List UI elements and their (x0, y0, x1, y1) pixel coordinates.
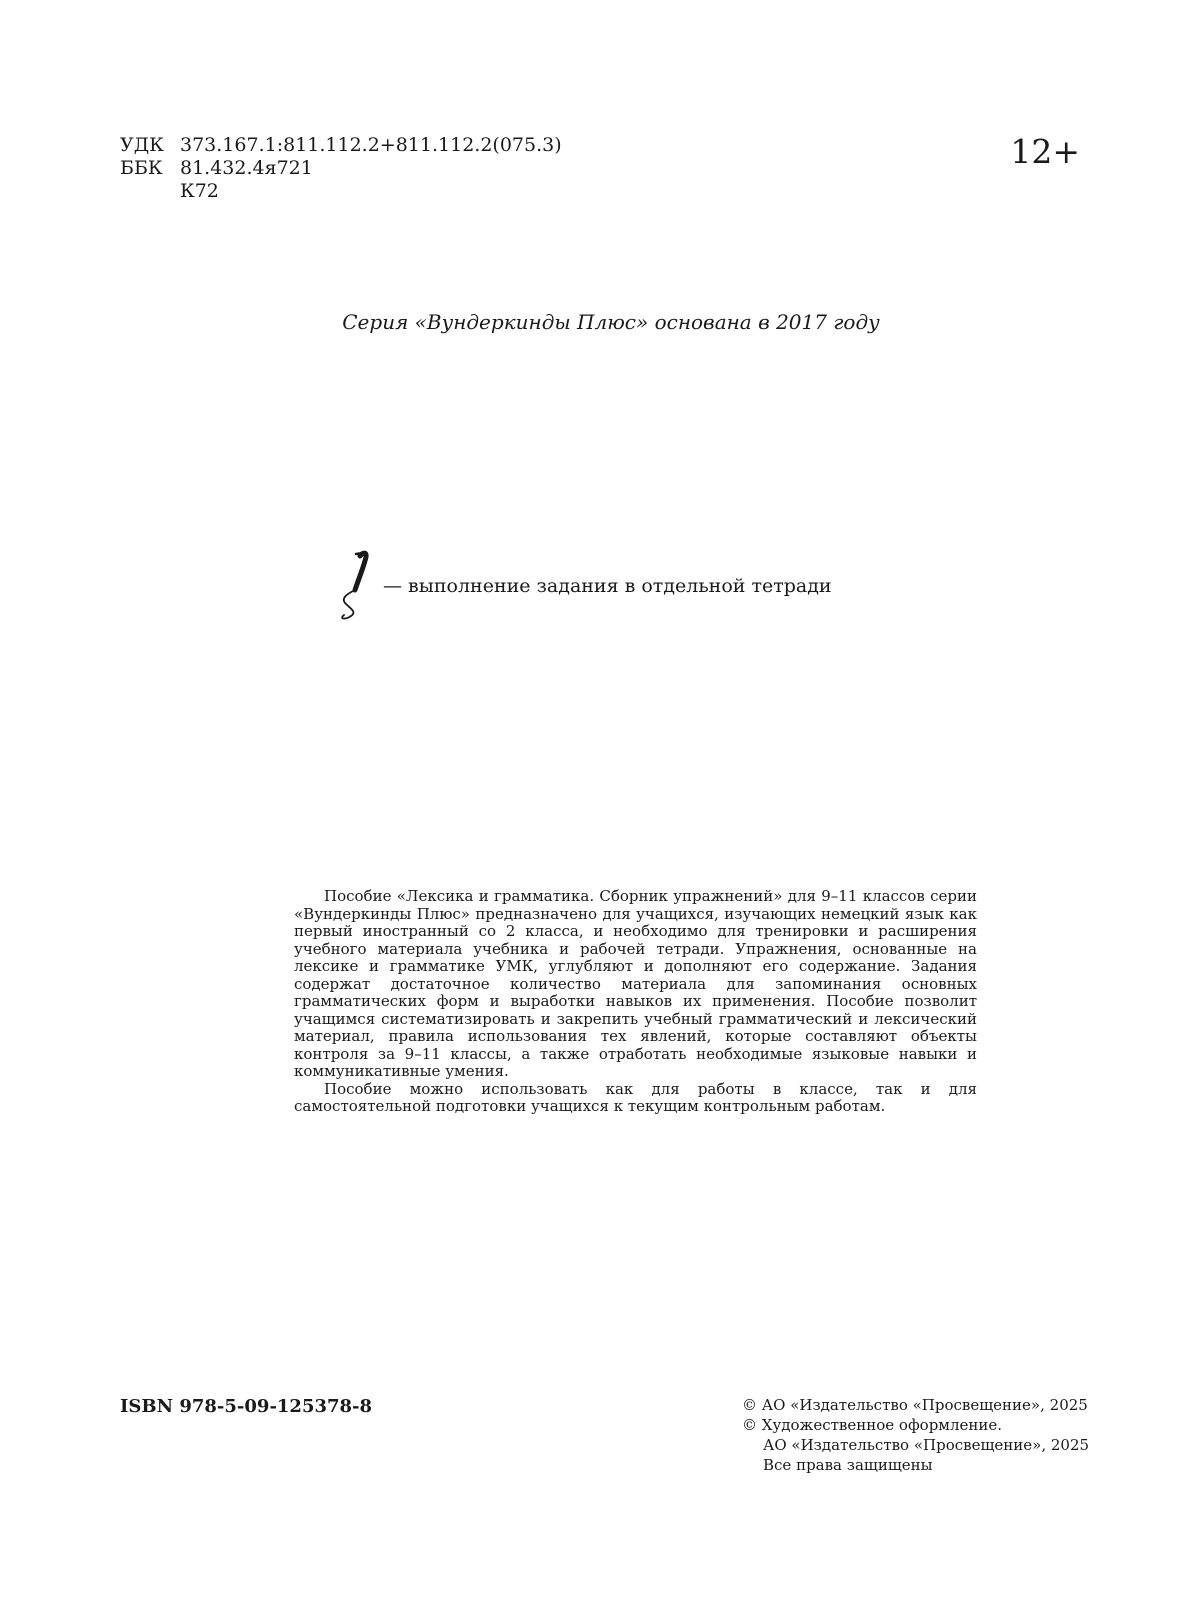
isbn: ISBN 978-5-09-125378-8 (120, 1396, 373, 1417)
udk-label: УДК (120, 134, 164, 156)
copyright-line: АО «Издательство «Просвещение», 2025 (763, 1436, 1090, 1454)
udk-value: 373.167.1:811.112.2+811.112.2(075.3) (180, 134, 562, 156)
abstract (294, 888, 977, 1116)
copyright-line: © АО «Издательство «Просвещение», 2025 (742, 1396, 1088, 1414)
bbk-label: ББК (120, 157, 163, 179)
author-mark: К72 (180, 180, 219, 202)
bbk-value: 81.432.4я721 (180, 157, 313, 179)
abstract-paragraph: Пособие можно использовать как для работы в классе, так и для самостоятельной подготовки учащихся к текущим контрольным работам. (294, 1079, 977, 1115)
bbk-line (120, 157, 562, 180)
copyright-block (742, 1395, 1089, 1475)
series-note (0, 308, 1200, 336)
copyright-line: Все права защищены (763, 1456, 933, 1474)
classification-block (120, 134, 562, 203)
abstract-paragraph: Пособие «Лексика и грамматика. Сборник упражнений» для 9–11 классов серии «Вундеркинды Плюс» предназначено для учащихся, изучающих немецкий язык как первый иностранный со 2 класса, и необходимо для тренировки и расширения учебного материала учебника и рабочей тетради. Упражнения, основанные на лексике и грамматике УМК, углубляют и дополняют его содержание. Задания содержат достаточное количество материала для запоминания основных грамматических форм и выработки навыков их применения. Пособие позволит учащимся систематизировать и закрепить учебный грамматический и лексический материал, правила использования тех явлений, которые составляют объекты контроля за 9–11 классы, а также отработать необходимые языковые навыки и коммуникативные умения. (294, 887, 977, 1080)
udk-line (120, 134, 562, 157)
series-note-text: Серия «Вундеркинды Плюс» основана в 2017 году (342, 310, 880, 334)
age-rating: 12+ (1010, 132, 1080, 171)
copyright-line: © Художественное оформление. (742, 1416, 1003, 1434)
legend-text: — выполнение задания в отдельной тетради (383, 575, 832, 597)
pen-signature-icon (335, 550, 379, 628)
